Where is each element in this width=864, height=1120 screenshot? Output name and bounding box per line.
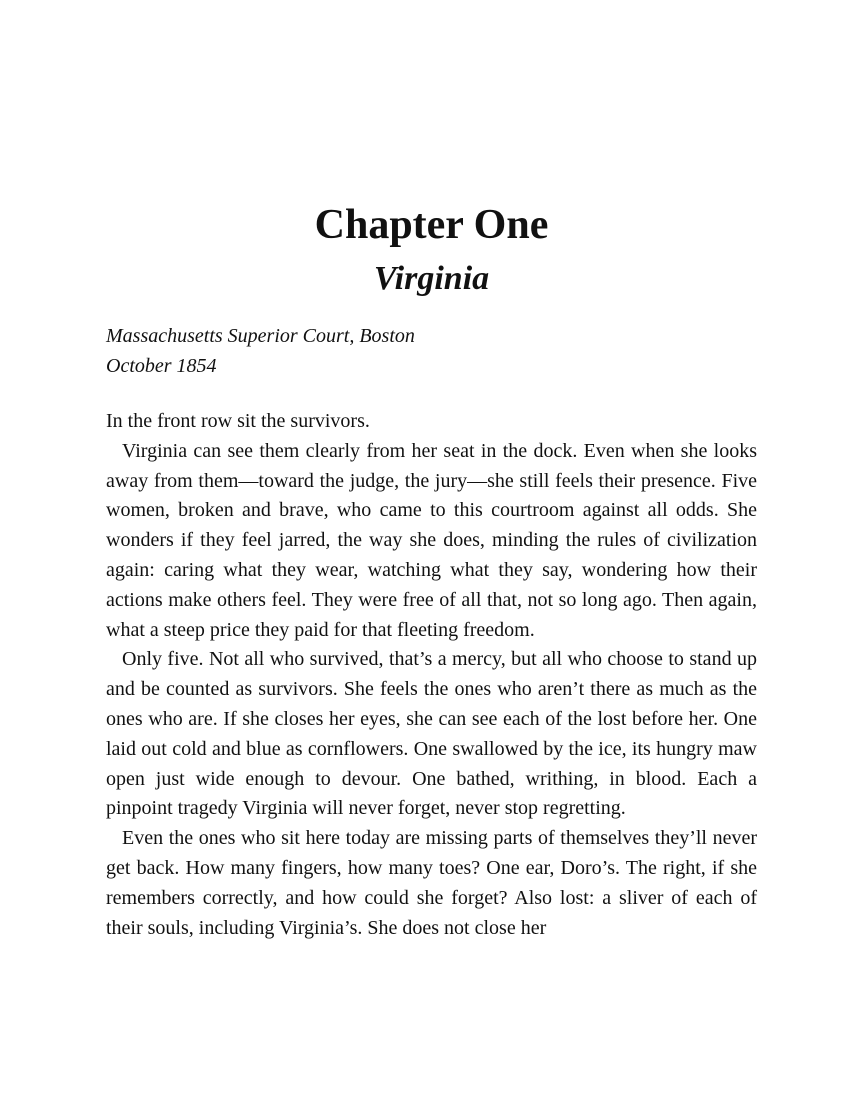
chapter-subtitle: Virginia: [373, 260, 490, 297]
paragraph: Virginia can see them clearly from her seat in the dock. Even when she looks away from them—toward the judge, the jury—she still feels their presence. Five women, broken and brave, who came to this courtroom against all odds. She wonders if they feel jarred, the way she does, minding the rules of civilization again: caring what they wear, watching what they say, wondering how their actions make others feel. They were free of all that, not so long ago. Then again, what a steep price they paid for that fleeting freedom.: [106, 439, 757, 641]
chapter-title: Chapter One: [314, 202, 549, 248]
dateline-place: Massachusetts Superior Court, Boston: [106, 325, 415, 347]
chapter-body: [106, 407, 757, 943]
paragraph: In the front row sit the survivors.: [106, 410, 370, 432]
dateline-date: October 1854: [106, 355, 217, 377]
paragraph: Only five. Not all who survived, that’s a mercy, but all who choose to stand up and be counted as survivors. She feels the ones who aren’t there as much as the ones who are. If she closes her eyes, she can see each of the lost before her. One laid out cold and blue as cornflowers. One swallowed by the ice, its hungry maw open just wide enough to devour. One bathed, writhing, in blood. Each a pinpoint tragedy Virginia will never forget, never stop regretting.: [106, 648, 757, 820]
paragraph: Even the ones who sit here today are missing parts of themselves they’ll never get back. How many fingers, how many toes? One ear, Doro’s. The right, if she remembers correctly, and how could she forget? Also lost: a sliver of each of their souls, including Virginia’s. She does not close her: [106, 827, 757, 939]
dateline: [106, 321, 757, 381]
book-page: [106, 0, 757, 1120]
